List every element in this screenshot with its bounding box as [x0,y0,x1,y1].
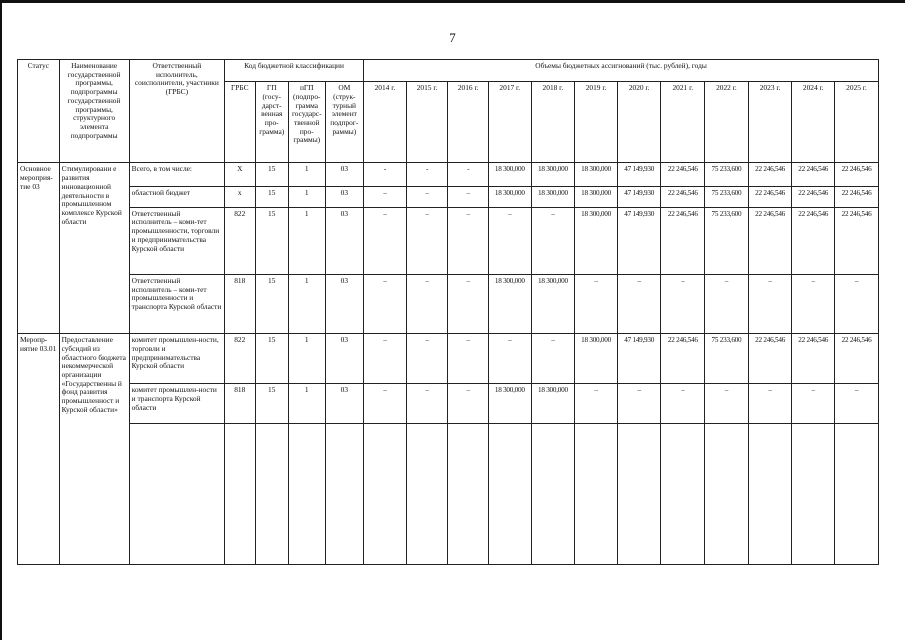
row-value: – [792,384,835,424]
tail-cell [575,424,618,565]
row-value: 18 300,000 [488,187,531,207]
row-value: 22 246,546 [661,163,705,187]
row-executor: областной бюджет [129,187,224,207]
row-pgp: 1 [288,334,325,384]
row-value: 22 246,546 [748,187,792,207]
row-value: - [364,163,407,187]
row-value: – [617,274,661,333]
table-row [18,187,879,207]
table-row [18,384,879,424]
row-om: 03 [325,163,364,187]
row-executor: Ответственный исполнитель – коми-тет промышленности и транспорта Курской области [129,274,224,333]
row-value: – [531,207,575,274]
header-year: 2015 г. [406,82,448,163]
header-year: 2023 г. [748,82,792,163]
header-year: 2018 г. [531,82,575,163]
row-value: 47 149,930 [617,334,661,384]
row-value: 75 233,600 [705,187,749,207]
header-year: 2022 г. [705,82,749,163]
row-pgp: 1 [288,207,325,274]
row-value: 75 233,600 [705,207,749,274]
tail-cell [406,424,448,565]
row-value: – [705,274,749,333]
row-value: – [575,384,618,424]
tail-cell [325,424,364,565]
row-pgp: 1 [288,163,325,187]
row-value: 18 300,000 [488,274,531,333]
row-value: 18 300,000 [531,384,575,424]
row-value: 22 246,546 [792,207,835,274]
row-value: – [448,334,489,384]
header-volumes: Объемы бюджетных ассигнований (тыс. рублей), годы [364,60,879,82]
row-grbs: 818 [225,384,255,424]
tail-cell [835,424,879,565]
table-row [18,274,879,333]
header-year: 2017 г. [488,82,531,163]
row-om: 03 [325,334,364,384]
row-value: 22 246,546 [792,187,835,207]
row-value: 18 300,000 [575,334,618,384]
row-value: - [406,163,448,187]
row-om: 03 [325,384,364,424]
row-value: – [406,384,448,424]
row-value: 75 233,600 [705,163,749,187]
row-value: – [792,274,835,333]
header-executor: Ответственный исполнитель, соисполнители, участники (ГРБС) [129,60,224,163]
row-value: 22 246,546 [748,163,792,187]
row-value: 22 246,546 [792,163,835,187]
row-pgp: 1 [288,384,325,424]
header-row-1 [18,60,879,82]
header-year: 2021 г. [661,82,705,163]
row-value: 22 246,546 [835,334,879,384]
tail-cell [129,424,224,565]
row-value: – [748,274,792,333]
tail-cell [364,424,407,565]
tail-cell [792,424,835,565]
row-value: – [364,187,407,207]
header-year: 2016 г. [448,82,489,163]
row-value: 18 300,000 [575,207,618,274]
row-value: 18 300,000 [531,187,575,207]
tail-cell [661,424,705,565]
row-value: – [364,334,407,384]
table-row [18,163,879,187]
page-number: 7 [449,30,456,45]
row-value: – [448,187,489,207]
row-gp: 15 [255,163,288,187]
header-kbk-col: ГРБС [225,82,255,163]
row-value: – [406,274,448,333]
row-gp: 15 [255,274,288,333]
row-value: 18 300,000 [575,187,618,207]
row-value: 47 149,930 [617,207,661,274]
row-grbs: 818 [225,274,255,333]
row-om: 03 [325,207,364,274]
header-status: Статус [18,60,60,163]
row-value: 22 246,546 [661,207,705,274]
row-executor: Всего, в том числе: [129,163,224,187]
tail-cell [531,424,575,565]
header-kbk: Код бюджетной классификации [225,60,364,82]
row-value: – [364,384,407,424]
scan-top-edge [0,0,905,3]
row-status: Основное мероприя-тие 03 [18,163,60,334]
row-value: 22 246,546 [661,187,705,207]
header-kbk-col: ОМ (струк-турный элемент подпрог-раммы) [325,82,364,163]
row-value: – [488,207,531,274]
row-name: Предоставление субсидий из областного бюджета некоммерческой организации «Государственны й фонд развития промышленност и Курской области» [59,334,129,565]
row-value: – [448,274,489,333]
row-value: 47 149,930 [617,163,661,187]
row-executor: Ответственный исполнитель – коми-тет промышленности, торговли и предпринимательства Курской области [129,207,224,274]
row-gp: 15 [255,384,288,424]
row-value: – [661,274,705,333]
row-value: 22 246,546 [792,334,835,384]
row-value: – [575,274,618,333]
row-value: 18 300,000 [531,274,575,333]
row-value: – [448,207,489,274]
row-grbs: 822 [225,334,255,384]
scan-left-edge [0,0,2,640]
row-value: 18 300,000 [488,384,531,424]
header-year: 2020 г. [617,82,661,163]
row-value: – [661,384,705,424]
row-om: 03 [325,274,364,333]
row-value: – [364,207,407,274]
row-value: 22 246,546 [835,207,879,274]
header-year: 2025 г. [835,82,879,163]
row-value: – [531,334,575,384]
header-year: 2019 г. [575,82,618,163]
row-om: 03 [325,187,364,207]
row-status: Меропр-иятие 03.01 [18,334,60,565]
row-name: Стимулировани е развития инновационной деятельности в промышленном комплексе Курской области [59,163,129,334]
row-value: – [835,384,879,424]
header-kbk-col: ГП (госу-дарст-венная про-грамма) [255,82,288,163]
row-grbs: 822 [225,207,255,274]
tail-cell [488,424,531,565]
row-value: – [705,384,749,424]
row-value: – [364,274,407,333]
row-value: 47 149,930 [617,187,661,207]
row-value: 22 246,546 [661,334,705,384]
row-gp: 15 [255,187,288,207]
row-value: – [488,334,531,384]
row-executor: комитет промышлен-ности, торговли и предпринимательства Курской области [129,334,224,384]
row-value: 18 300,000 [531,163,575,187]
row-value: – [835,274,879,333]
tail-cell [225,424,255,565]
header-kbk-col: пГП (подпро-грамма государс-твенной про-граммы) [288,82,325,163]
row-value: – [448,384,489,424]
header-year: 2014 г. [364,82,407,163]
table-row [18,207,879,274]
tail-cell [448,424,489,565]
row-value: 22 246,546 [835,187,879,207]
row-grbs: х [225,187,255,207]
table-tail-row [18,424,879,565]
table-row [18,334,879,384]
row-pgp: 1 [288,187,325,207]
header-name: Наименование государственной программы, подпрограммы государственной программы, структурного элемента подпрограммы [59,60,129,163]
row-value: – [617,384,661,424]
row-value: - [448,163,489,187]
row-value: – [748,384,792,424]
budget-table [17,59,879,565]
row-gp: 15 [255,334,288,384]
row-value: 18 300,000 [575,163,618,187]
row-value: – [406,334,448,384]
tail-cell [255,424,288,565]
row-executor: комитет промышлен-ности и транспорта Курской области [129,384,224,424]
row-pgp: 1 [288,274,325,333]
row-value: 22 246,546 [835,163,879,187]
tail-cell [705,424,749,565]
row-grbs: Х [225,163,255,187]
row-value: – [406,187,448,207]
row-value: – [406,207,448,274]
row-gp: 15 [255,207,288,274]
row-value: 75 233,600 [705,334,749,384]
row-value: 18 300,000 [488,163,531,187]
header-year: 2024 г. [792,82,835,163]
row-value: 22 246,546 [748,207,792,274]
tail-cell [288,424,325,565]
tail-cell [748,424,792,565]
row-value: 22 246,546 [748,334,792,384]
tail-cell [617,424,661,565]
